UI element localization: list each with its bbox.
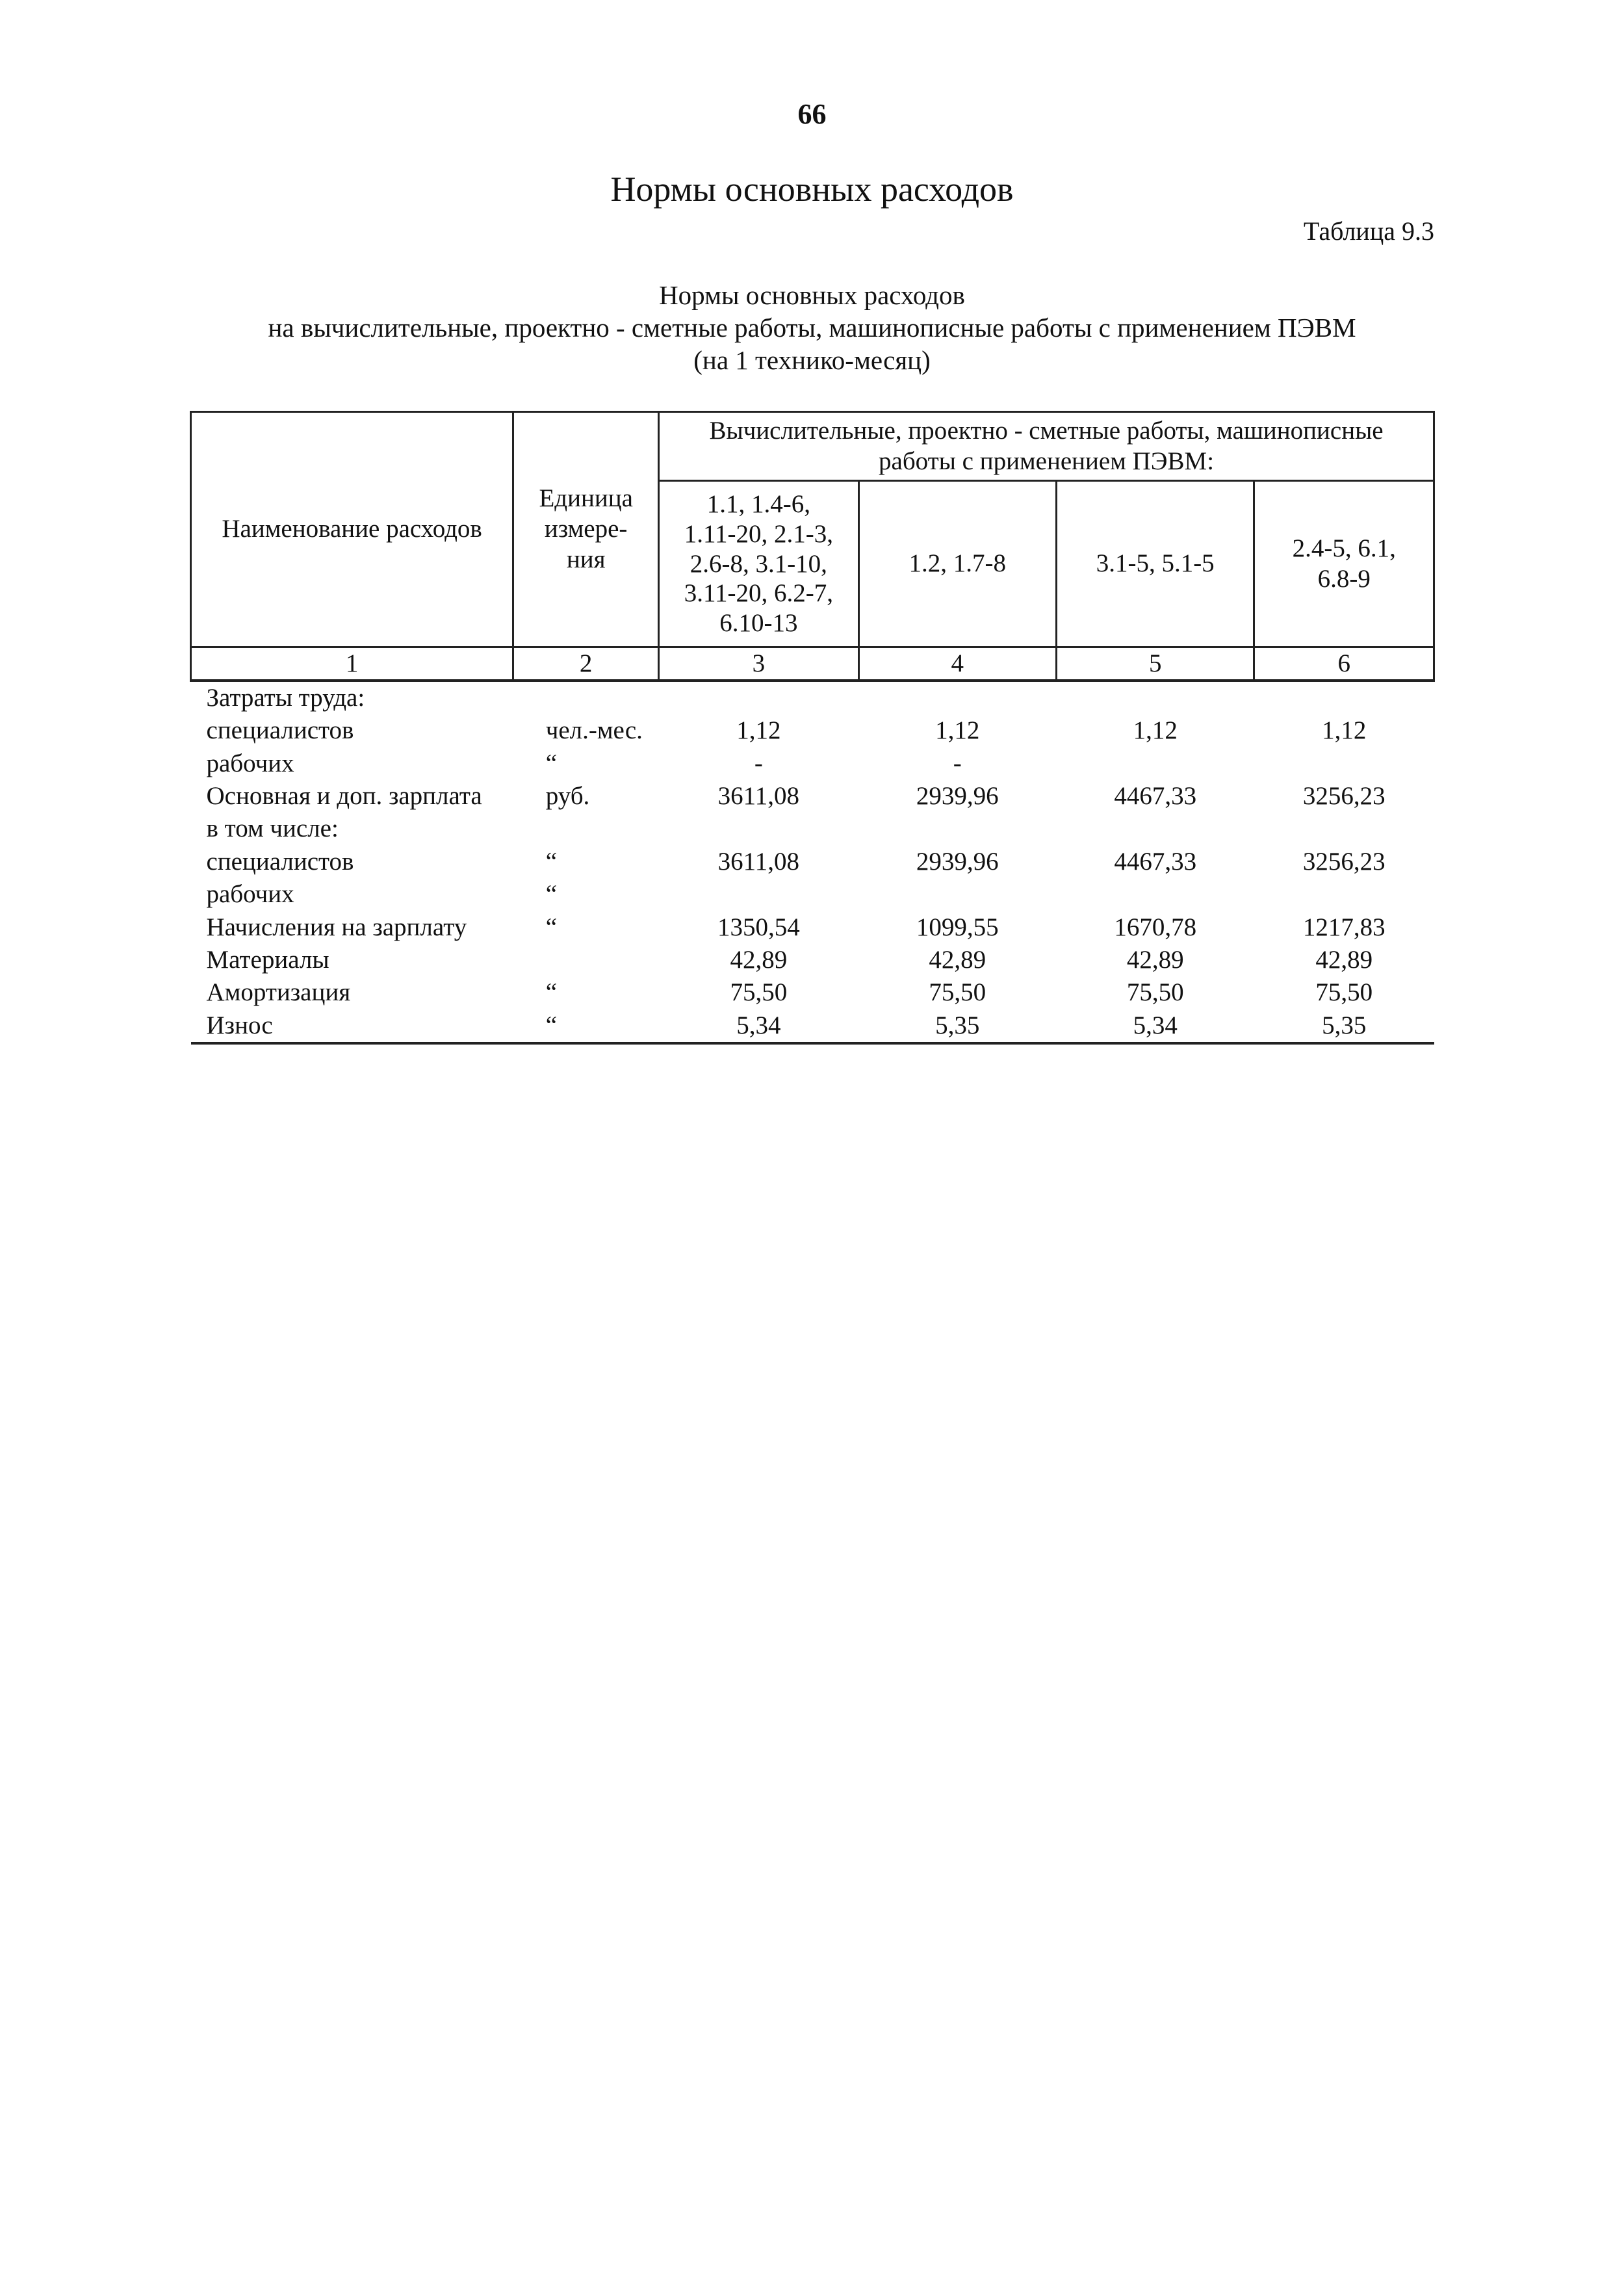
table-row xyxy=(191,878,1434,911)
table-row xyxy=(191,681,1434,714)
table-row xyxy=(191,714,1434,747)
row-name: в том числе: xyxy=(206,814,339,843)
row-name: специалистов xyxy=(206,716,354,745)
table-row xyxy=(191,1009,1434,1043)
row-value: 2939,96 xyxy=(916,847,999,876)
table-body xyxy=(191,681,1434,1043)
row-value xyxy=(1254,748,1434,780)
table-caption-line-1: Нормы основных расходов xyxy=(659,280,965,310)
header-col-4: 1.2, 1.7-8 xyxy=(858,481,1056,647)
row-value xyxy=(659,813,858,846)
row-name: Износ xyxy=(191,1009,513,1043)
row-value: 5,34 xyxy=(659,1009,858,1043)
row-value: 1,12 xyxy=(1322,716,1367,745)
table-label: Таблица 9.3 xyxy=(1303,216,1434,246)
row-name: рабочих xyxy=(206,880,294,909)
row-value: 1,12 xyxy=(935,716,980,745)
row-name: Основная и доп. зарплата xyxy=(206,781,482,810)
row-value: 42,89 xyxy=(1126,945,1184,974)
row-unit: чел.-мес. xyxy=(545,716,643,745)
row-name: рабочих xyxy=(206,749,294,777)
row-value: 3611,08 xyxy=(717,781,799,810)
header-col-5: 3.1-5, 5.1-5 xyxy=(1056,481,1254,647)
row-unit: “ xyxy=(513,1009,659,1043)
row-name: Материалы xyxy=(206,945,329,974)
table-row xyxy=(191,911,1434,944)
row-unit xyxy=(513,681,659,714)
row-value xyxy=(1056,878,1254,911)
row-value: 3256,23 xyxy=(1302,847,1386,876)
header-group: Вычислительные, проектно - сметные работы, машинописные работы с применением ПЭВМ: xyxy=(659,412,1434,481)
row-value: 5,35 xyxy=(858,1009,1056,1043)
header-unit: Единица измере- ния xyxy=(513,412,659,647)
column-numbers-row xyxy=(191,647,1434,681)
table-row xyxy=(191,813,1434,846)
row-value: 42,89 xyxy=(730,945,788,974)
row-value: 75,50 xyxy=(929,978,986,1007)
row-value xyxy=(1254,878,1434,911)
row-name: Начисления на зарплату xyxy=(206,913,467,941)
row-value: 1670,78 xyxy=(1114,913,1197,941)
row-value: 5,34 xyxy=(1056,1009,1254,1043)
row-unit: руб. xyxy=(545,781,590,810)
row-value: 42,89 xyxy=(1315,945,1373,974)
row-value xyxy=(858,878,1056,911)
page-number: 66 xyxy=(797,98,827,130)
row-value: 3611,08 xyxy=(717,847,799,876)
row-unit: “ xyxy=(545,880,558,909)
row-value: 1350,54 xyxy=(717,913,800,941)
row-value: - xyxy=(754,749,763,777)
row-value xyxy=(1056,813,1254,846)
column-number: 5 xyxy=(1056,647,1254,681)
header-col-6: 2.4-5, 6.1, 6.8-9 xyxy=(1254,481,1434,647)
row-value: 75,50 xyxy=(730,978,788,1007)
row-value: 4467,33 xyxy=(1114,781,1197,810)
row-value: 3256,23 xyxy=(1302,781,1386,810)
row-value: 1,12 xyxy=(736,716,781,745)
table-caption-line-3: (на 1 технико-месяц) xyxy=(693,345,931,375)
row-unit: “ xyxy=(545,749,558,777)
row-value: 75,50 xyxy=(1315,978,1373,1007)
row-value: 4467,33 xyxy=(1114,847,1197,876)
table-row xyxy=(191,780,1434,812)
row-value xyxy=(659,878,858,911)
row-value xyxy=(1254,681,1434,714)
row-value xyxy=(1254,813,1434,846)
row-value: 1099,55 xyxy=(916,913,999,941)
row-unit xyxy=(513,944,659,976)
column-number: 4 xyxy=(858,647,1056,681)
row-unit: “ xyxy=(545,978,558,1007)
row-value: - xyxy=(953,749,962,777)
row-value xyxy=(659,681,858,714)
header-col-3: 1.1, 1.4-6, 1.11-20, 2.1-3, 2.6-8, 3.1-10, 3.11-20, 6.2-7, 6.10-13 xyxy=(659,481,858,647)
column-number: 1 xyxy=(191,647,513,681)
row-value: 75,50 xyxy=(1126,978,1184,1007)
row-value: 2939,96 xyxy=(916,781,999,810)
row-value: 1,12 xyxy=(1133,716,1178,745)
row-value xyxy=(858,681,1056,714)
row-value xyxy=(1056,748,1254,780)
row-value: 1217,83 xyxy=(1302,913,1386,941)
column-number: 3 xyxy=(659,647,858,681)
table-row xyxy=(191,977,1434,1009)
table-row xyxy=(191,846,1434,878)
row-name: специалистов xyxy=(206,847,354,876)
table-row xyxy=(191,944,1434,976)
row-unit: “ xyxy=(545,847,558,876)
row-value xyxy=(1056,681,1254,714)
row-name: Амортизация xyxy=(206,978,351,1007)
norms-table xyxy=(190,411,1435,1045)
column-number: 6 xyxy=(1254,647,1434,681)
row-value: 5,35 xyxy=(1254,1009,1434,1043)
table-caption-line-2: на вычислительные, проектно - сметные работы, машинописные работы с применением ПЭВМ xyxy=(268,313,1356,343)
row-value xyxy=(858,813,1056,846)
row-value: 42,89 xyxy=(929,945,986,974)
table-row xyxy=(191,748,1434,780)
row-name: Затраты труда: xyxy=(206,683,365,712)
section-title: Нормы основных расходов xyxy=(610,170,1014,209)
column-number: 2 xyxy=(513,647,659,681)
header-name: Наименование расходов xyxy=(191,412,513,647)
row-unit xyxy=(513,813,659,846)
row-unit: “ xyxy=(545,913,558,941)
